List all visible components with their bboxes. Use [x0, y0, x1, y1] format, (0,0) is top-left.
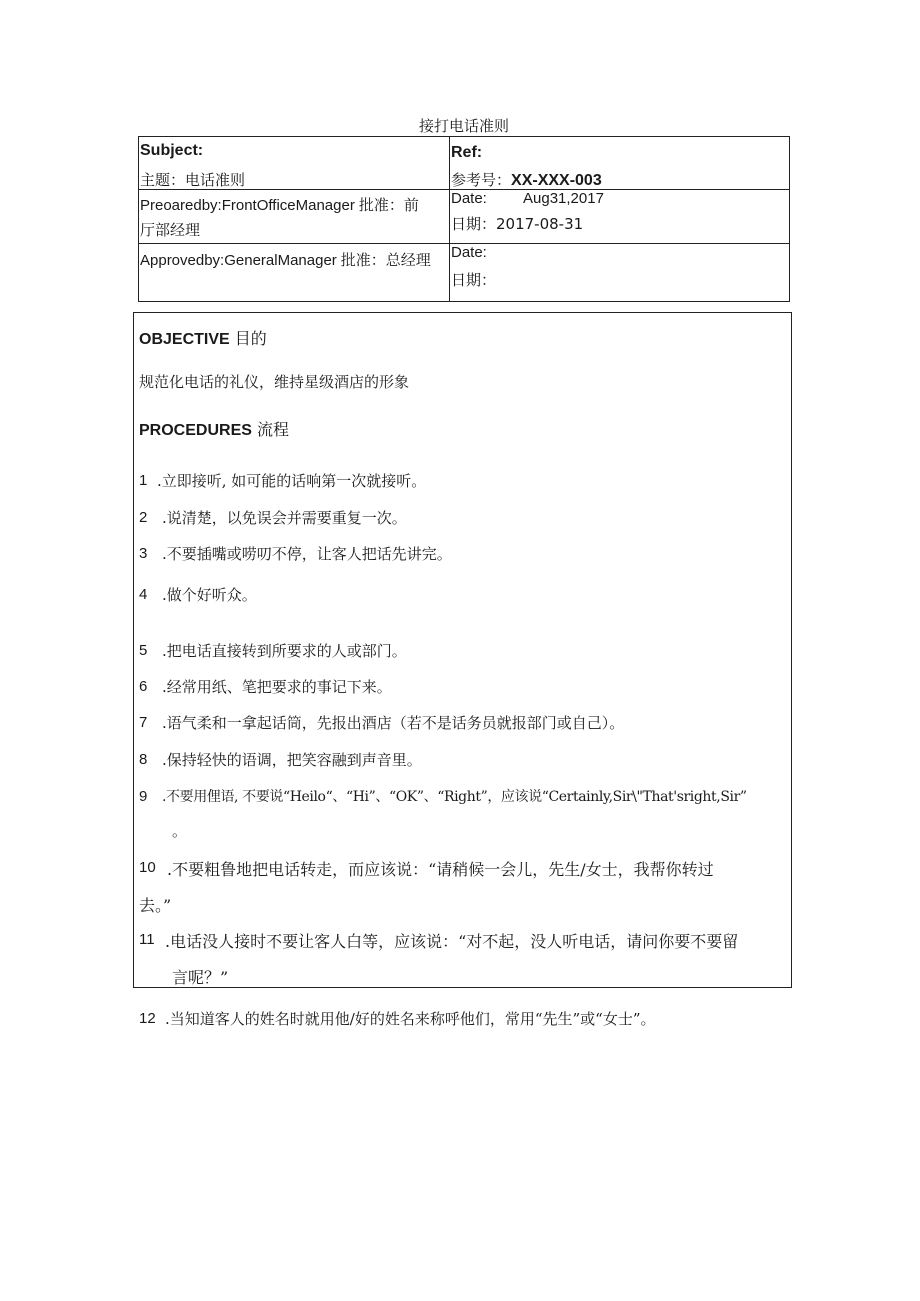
- document-title: 接打电话准则: [418, 117, 509, 135]
- date-label: Date:: [451, 190, 487, 207]
- prepared-by-cont: 厅部经理: [140, 221, 201, 239]
- ref-value: 参考号：XX-XXX-003: [451, 171, 602, 189]
- approved-by: Approvedby:GeneralManager 批准：总经理: [140, 251, 431, 269]
- ref-label: Ref:: [451, 144, 483, 161]
- date2-cn: 日期：: [451, 271, 497, 289]
- date2-label: Date:: [451, 244, 487, 261]
- objective-text: 规范化电话的礼仪，维持星级酒店的形象: [139, 373, 410, 391]
- date-value: Aug31,2017: [523, 190, 604, 207]
- subject-label: Subject:: [140, 142, 204, 159]
- objective-heading: OBJECTIVE 目的: [139, 329, 267, 348]
- header-table: [138, 136, 790, 302]
- subject-value: 主题：电话准则: [140, 171, 246, 189]
- prepared-by: Preoaredby:FrontOfficeManager 批准：前: [140, 196, 419, 214]
- date-cn: 日期：2017-08-31: [451, 215, 584, 233]
- procedures-heading: PROCEDURES 流程: [139, 420, 290, 439]
